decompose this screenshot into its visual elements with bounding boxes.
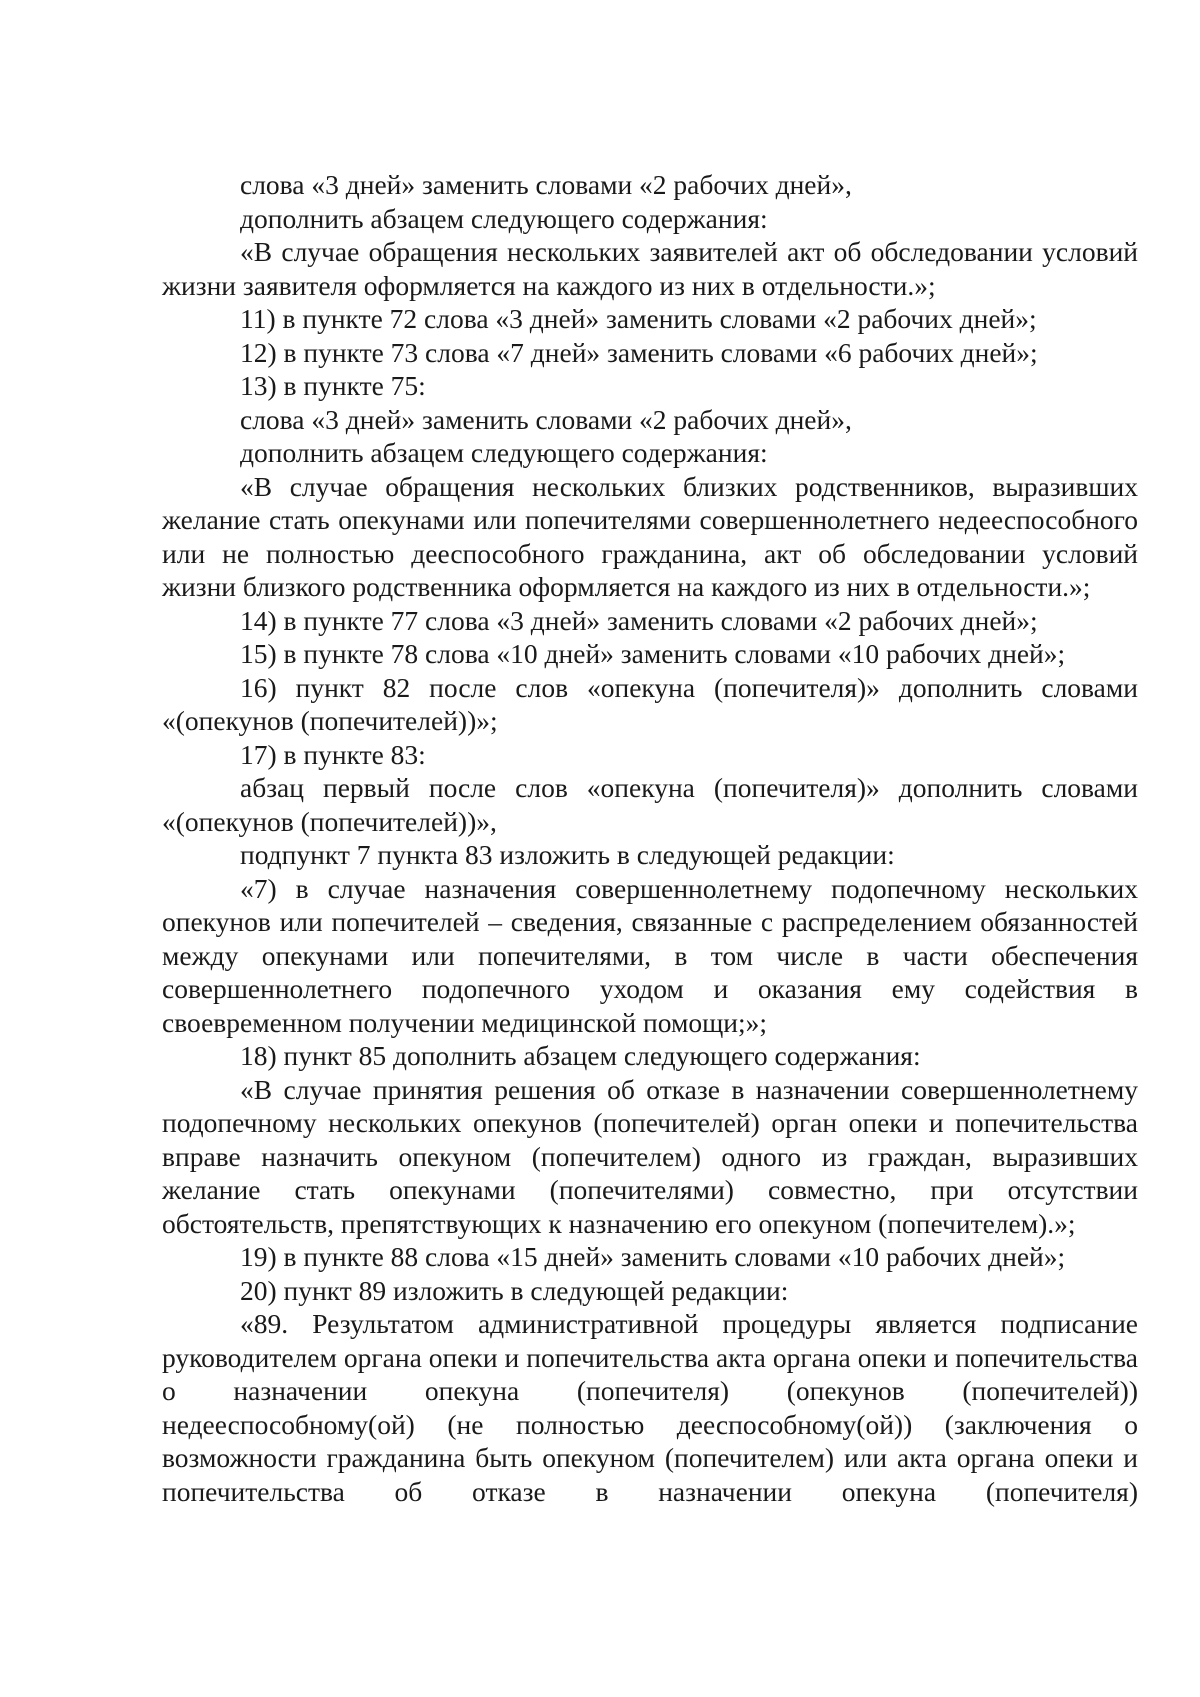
paragraph: «7) в случае назначения совершеннолетнему подопечному нескольких опекунов или попечителей – сведения, связанные с распределением обязанностей между опекунами или попечителями, в том числе в части обеспечения совершеннолетнего подопечного уходом и оказания ему содействия в своевременном получении медицинской помощи;»;: [162, 872, 1138, 1038]
document-body: [162, 168, 1138, 1508]
paragraph: 12) в пункте 73 слова «7 дней» заменить словами «6 рабочих дней»;: [240, 336, 1038, 368]
paragraph: «В случае принятия решения об отказе в назначении совершеннолетнему подопечному нескольких опекунов (попечителей) орган опеки и попечительства вправе назначить опекуном (попечителем) одного из граждан, выразивших желание стать опекунами (попечителями) совместно, при отсутствии обстоятельств, препятствующих к назначению его опекуном (попечителем).»;: [162, 1073, 1138, 1239]
paragraph: 16) пункт 82 после слов «опекуна (попечителя)» дополнить словами «(опекунов (попечителей))»;: [162, 671, 1138, 736]
paragraph: подпункт 7 пункта 83 изложить в следующей редакции:: [240, 839, 895, 870]
paragraph: 17) в пункте 83:: [240, 738, 426, 770]
paragraph: слова «3 дней» заменить словами «2 рабочих дней»,: [240, 403, 852, 435]
paragraph: абзац первый после слов «опекуна (попечителя)» дополнить словами «(опекунов (попечителей))»,: [162, 772, 1138, 837]
paragraph: слова «3 дней» заменить словами «2 рабочих дней»,: [240, 169, 852, 200]
paragraph: 14) в пункте 77 слова «3 дней» заменить словами «2 рабочих дней»;: [240, 604, 1038, 636]
paragraph: «89. Результатом административной процедуры является подписание руководителем органа опеки и попечительства акта органа опеки и попечительства о назначении опекуна (попечителя) (опекунов (попечителей)) недееспособному(ой) (не полностью дееспособному(ой)) (заключения о возможности гражданина быть опекуном (попечителем) или акта органа опеки и попечительства об отказе в назначении опекуна (попечителя): [162, 1308, 1138, 1507]
paragraph: «В случае обращения нескольких близких родственников, выразивших желание стать опекунами или попечителями совершеннолетнего недееспособного или не полностью дееспособного гражданина, акт об обследовании условий жизни близкого родственника оформляется на каждого из них в отдельности.»;: [162, 470, 1138, 602]
paragraph: «В случае обращения нескольких заявителей акт об обследовании условий жизни заявителя оформляется на каждого из них в отдельности.»;: [162, 236, 1138, 301]
paragraph: дополнить абзацем следующего содержания:: [240, 437, 768, 468]
paragraph: дополнить абзацем следующего содержания:: [240, 202, 768, 234]
paragraph: 20) пункт 89 изложить в следующей редакции:: [240, 1274, 789, 1306]
paragraph: 18) пункт 85 дополнить абзацем следующего содержания:: [240, 1040, 921, 1071]
paragraph: 19) в пункте 88 слова «15 дней» заменить словами «10 рабочих дней»;: [240, 1241, 1066, 1272]
paragraph: 15) в пункте 78 слова «10 дней» заменить словами «10 рабочих дней»;: [240, 638, 1066, 669]
paragraph: 13) в пункте 75:: [240, 370, 426, 401]
paragraph: 11) в пункте 72 слова «3 дней» заменить словами «2 рабочих дней»;: [240, 303, 1037, 334]
